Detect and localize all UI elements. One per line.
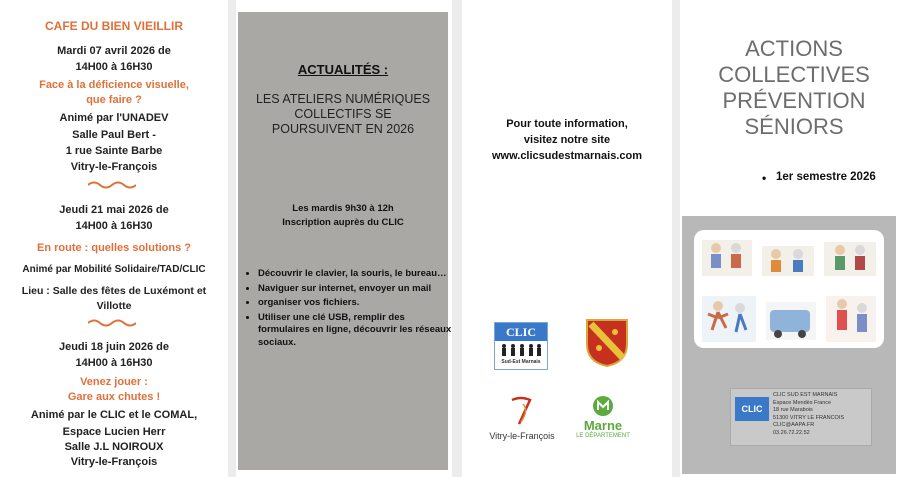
list-item: • Utiliser une clé USB, remplir des formulaires en ligne, découvrir les réseaux sociaux.	[258, 312, 454, 350]
event2-place-line2: Villotte	[96, 300, 132, 312]
people-silhouettes-icon	[499, 343, 543, 357]
vitry-coat-of-arms-icon	[585, 318, 629, 368]
event3-time: 14H00 à 16H30	[75, 357, 153, 369]
workshop-schedule: Les mardis 9h30 à 12h	[292, 203, 394, 214]
news-heading: ACTUALITÉS :	[297, 62, 389, 77]
wave-divider	[88, 318, 136, 328]
event1-time: 14H00 à 16H30	[75, 61, 153, 73]
contact-line: 51300 VITRY LE FRANCOIS	[773, 414, 845, 421]
contact-line: Espace Mendès France	[773, 399, 832, 406]
event3-topic-line1: Venez jouer :	[80, 376, 148, 388]
website-link[interactable]: www.clicsudestmarnais.com	[492, 150, 642, 162]
semester-label: 1er semestre 2026	[776, 171, 876, 183]
event2-date: Jeudi 21 mai 2026 de	[59, 204, 169, 216]
contact-line: 03.26.72.22.52	[773, 429, 810, 436]
fold-line	[452, 0, 462, 477]
events-panel	[0, 0, 228, 477]
marne-logo-sub: LE DÉPARTEMENT	[576, 433, 630, 439]
event1-place-line2: 1 rue Sainte Barbe	[65, 145, 163, 157]
event3-place-line2: Salle J.L NOIROUX	[64, 441, 164, 453]
event2-topic: En route : quelles solutions ?	[36, 242, 191, 254]
list-item: • Découvrir le clavier, la souris, le bureau…	[258, 268, 454, 281]
contact-line[interactable]: CLIC@AAPA.FR	[773, 422, 815, 428]
cover-title-line3: PRÉVENTION	[722, 88, 866, 113]
contact-card	[730, 388, 872, 446]
event1-topic-line1: Face à la déficience visuelle,	[39, 79, 189, 91]
seniors-activities-illustration	[694, 230, 884, 348]
cover-title-line1: ACTIONS	[745, 36, 843, 61]
cover-title-line2: COLLECTIVES	[718, 62, 870, 87]
info-line1: Pour toute information,	[506, 118, 628, 130]
clic-logo-text: CLIC	[495, 323, 547, 341]
contact-line: 18 rue Marabois	[773, 407, 813, 413]
news-sub-line2: COLLECTIFS SE	[294, 107, 392, 121]
news-sub-line1: LES ATELIERS NUMÉRIQUES	[255, 92, 431, 106]
event1-topic-line2: que faire ?	[86, 94, 142, 106]
semester-bullet: •	[762, 171, 767, 185]
event1-host: Animé par l'UNADEV	[59, 112, 169, 124]
list-item: • Naviguer sur internet, envoyer un mail	[258, 283, 454, 296]
event1-place-line3: Vitry-le-François	[70, 161, 158, 173]
wave-divider	[88, 180, 136, 190]
event3-date: Jeudi 18 juin 2026 de	[58, 341, 170, 353]
cafe-title: CAFE DU BIEN VIEILLIR	[44, 19, 183, 33]
event3-topic-line2: Gare aux chutes !	[67, 391, 161, 403]
cover-title-line4: SÉNIORS	[744, 114, 844, 139]
fold-line	[228, 0, 236, 477]
event2-place-line1: Lieu : Salle des fêtes de Luxémont et	[21, 285, 207, 297]
marne-logo-text: Marne	[583, 418, 623, 433]
seniors-activities-icon	[694, 230, 884, 348]
event1-date: Mardi 07 avril 2026 de	[57, 45, 171, 57]
marne-logo-icon	[592, 395, 614, 417]
vitry-logo-icon	[509, 396, 533, 428]
news-panel	[238, 12, 452, 470]
event3-place-line3: Vitry-le-François	[70, 456, 158, 468]
vitry-logo-text: Vitry-le-François	[489, 431, 555, 441]
info-line2: visitez notre site	[523, 134, 611, 146]
contact-line: CLIC SUD EST MARNAIS	[773, 392, 838, 398]
fold-line	[672, 0, 680, 477]
event3-host: Animé par le CLIC et le COMAL,	[30, 409, 198, 421]
event1-place-line1: Salle Paul Bert -	[72, 129, 156, 141]
event2-host: Animé par Mobilité Solidaire/TAD/CLIC	[22, 264, 206, 275]
list-item: • organiser vos fichiers.	[258, 297, 454, 310]
event2-time: 14H00 à 16H30	[75, 220, 153, 232]
event3-place-line1: Espace Lucien Herr	[62, 426, 166, 438]
clic-logo-sub: Sud-Est Marnais	[501, 359, 541, 365]
card-clic-logo: CLIC	[735, 397, 769, 421]
workshop-topics-list	[244, 268, 454, 349]
clic-logo	[494, 322, 548, 370]
workshop-signup: Inscription auprès du CLIC	[282, 217, 404, 228]
contact-details	[773, 392, 869, 437]
news-sub-line3: POURSUIVENT EN 2026	[271, 122, 415, 136]
